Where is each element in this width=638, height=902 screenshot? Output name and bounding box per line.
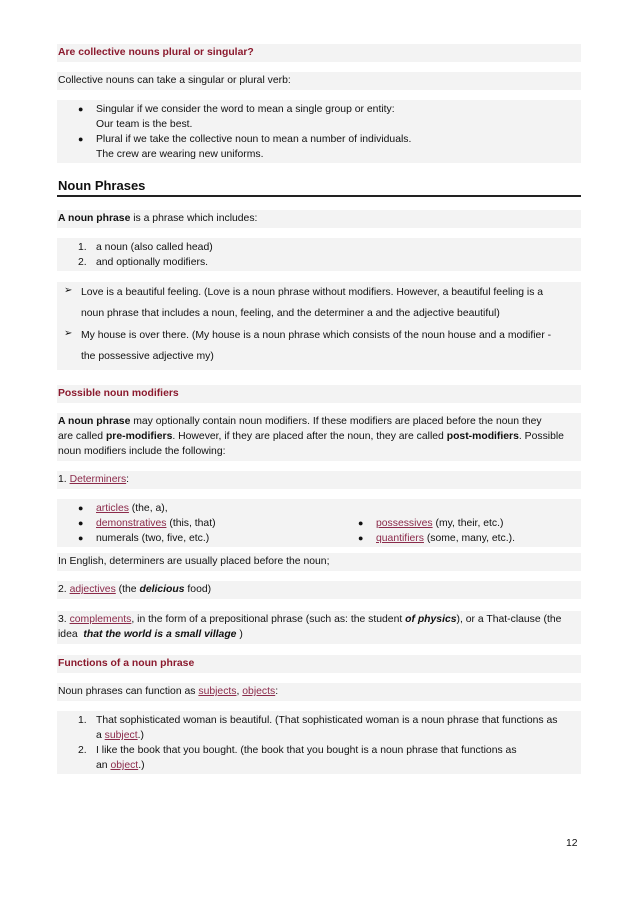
pre-modifiers-term: pre-modifiers: [105, 431, 173, 442]
possessives-rest: (my, their, etc.): [432, 518, 504, 529]
subjects-link[interactable]: subjects: [198, 686, 237, 697]
determiners-link[interactable]: Determiners: [69, 474, 127, 485]
complements-c: idea: [58, 629, 84, 640]
np-list-item-2: and optionally modifiers.: [96, 257, 209, 268]
np-list-num-2: 2.: [78, 257, 87, 268]
demonstratives-rest: (this, that): [166, 518, 216, 529]
functions-intro-a: Noun phrases can function as: [58, 686, 199, 697]
bullet-icon: ●: [358, 533, 364, 543]
functions-colon: :: [275, 686, 279, 697]
determiners-line: [58, 472, 129, 487]
bullet-icon: ●: [78, 533, 84, 543]
modifiers-p2-a: are called: [58, 431, 106, 442]
possessives-link[interactable]: possessives: [376, 518, 433, 529]
complements-example-2: that the world is a small village: [83, 629, 237, 640]
adjectives-example: delicious: [139, 584, 185, 595]
np-definition: [58, 211, 257, 226]
complements-num: 3.: [58, 614, 70, 625]
collective-heading: Are collective nouns plural or singular?: [58, 47, 254, 58]
adjectives-link[interactable]: adjectives: [69, 584, 116, 595]
arrow-bullet-icon: ➢: [64, 328, 73, 339]
functions-item-1-a: a: [96, 730, 105, 741]
modifiers-para-line1: [58, 414, 542, 429]
collective-item-2-line2: The crew are wearing new uniforms.: [96, 149, 264, 160]
page-number: 12: [566, 838, 578, 849]
np-def-bold: A noun phrase: [58, 213, 131, 224]
adjectives-a: (the: [115, 584, 140, 595]
functions-item-1-line2: [96, 728, 144, 743]
determiners-note: In English, determiners are usually placed before the noun;: [58, 556, 330, 567]
demonstratives-link[interactable]: demonstratives: [96, 518, 167, 529]
complements-link[interactable]: complements: [69, 614, 132, 625]
collective-item-1-line2: Our team is the best.: [96, 119, 193, 130]
quantifiers-link[interactable]: quantifiers: [376, 533, 424, 544]
collective-item-1-line1: Singular if we consider the word to mean a single group or entity:: [96, 104, 395, 115]
det-possessives: [376, 516, 503, 531]
bullet-icon: ●: [78, 503, 84, 513]
np-example-1-line1: Love is a beautiful feeling. (Love is a noun phrase without modifiers. However, a beautiful feeling is a: [81, 287, 544, 298]
modifiers-p1-text: may optionally contain noun modifiers. If these modifiers are placed before the noun they: [130, 416, 542, 427]
functions-num-1: 1.: [78, 715, 87, 726]
bullet-icon: ●: [78, 518, 84, 528]
bullet-icon: ●: [358, 518, 364, 528]
subject-link[interactable]: subject: [104, 730, 138, 741]
adjectives-num: 2.: [58, 584, 70, 595]
np-example-2-line2: the possessive adjective my): [81, 351, 214, 362]
complements-a: , in the form of a prepositional phrase (such as: the student: [131, 614, 406, 625]
det-articles: [96, 501, 168, 516]
complements-line1: [58, 612, 561, 627]
object-link[interactable]: object: [110, 760, 139, 771]
np-list-num-1: 1.: [78, 242, 87, 253]
arrow-bullet-icon: ➢: [64, 285, 73, 296]
adjectives-b: food): [184, 584, 212, 595]
determiners-block: [57, 471, 581, 489]
functions-item-1-b: .): [137, 730, 144, 741]
bullet-icon: ●: [78, 134, 84, 144]
complements-example: of physics: [405, 614, 457, 625]
np-def-rest: is a phrase which includes:: [130, 213, 258, 224]
title-rule: [57, 195, 581, 197]
functions-item-2-line1: I like the book that you bought. (the book that you bought is a noun phrase that functions as: [96, 745, 517, 756]
modifiers-para-line3: noun modifiers include the following:: [58, 446, 226, 457]
articles-link[interactable]: articles: [96, 503, 129, 514]
complements-line2: [58, 627, 243, 642]
quantifiers-rest: (some, many, etc.).: [423, 533, 515, 544]
det-demonstratives: [96, 516, 216, 531]
objects-link[interactable]: objects: [242, 686, 276, 697]
functions-item-2-a: an: [96, 760, 111, 771]
functions-num-2: 2.: [78, 745, 87, 756]
functions-heading: Functions of a noun phrase: [58, 658, 195, 669]
modifiers-heading: Possible noun modifiers: [58, 388, 179, 399]
articles-rest: (the, a),: [128, 503, 168, 514]
determiners-num: 1.: [58, 474, 70, 485]
collective-intro: Collective nouns can take a singular or plural verb:: [58, 75, 291, 86]
modifiers-p2-b: . However, if they are placed after the noun, they are called: [172, 431, 447, 442]
complements-d: ): [236, 629, 243, 640]
det-quantifiers: [376, 531, 515, 546]
functions-item-1-line1: That sophisticated woman is beautiful. (That sophisticated woman is a noun phrase that functions as: [96, 715, 558, 726]
noun-phrases-title: Noun Phrases: [58, 178, 146, 193]
modifiers-bold: A noun phrase: [58, 416, 131, 427]
determiners-colon: :: [126, 474, 130, 485]
functions-item-2-b: .): [138, 760, 145, 771]
modifiers-p2-c: . Possible: [518, 431, 564, 442]
bullet-icon: ●: [78, 104, 84, 114]
adjectives-line: [58, 582, 211, 597]
collective-item-2-line1: Plural if we take the collective noun to mean a number of individuals.: [96, 134, 412, 145]
post-modifiers-term: post-modifiers: [446, 431, 519, 442]
functions-comma: ,: [236, 686, 243, 697]
functions-intro: [58, 684, 278, 699]
det-numerals: numerals (two, five, etc.): [96, 533, 210, 544]
modifiers-para-line2: [58, 429, 564, 444]
complements-b: ), or a That-clause (the: [456, 614, 562, 625]
np-example-2-line1: My house is over there. (My house is a noun phrase which consists of the noun house and a modifier -: [81, 330, 552, 341]
np-example-1-line2: noun phrase that includes a noun, feeling, and the determiner a and the adjective beautiful): [81, 308, 500, 319]
np-list-item-1: a noun (also called head): [96, 242, 213, 253]
functions-item-2-line2: [96, 758, 145, 773]
